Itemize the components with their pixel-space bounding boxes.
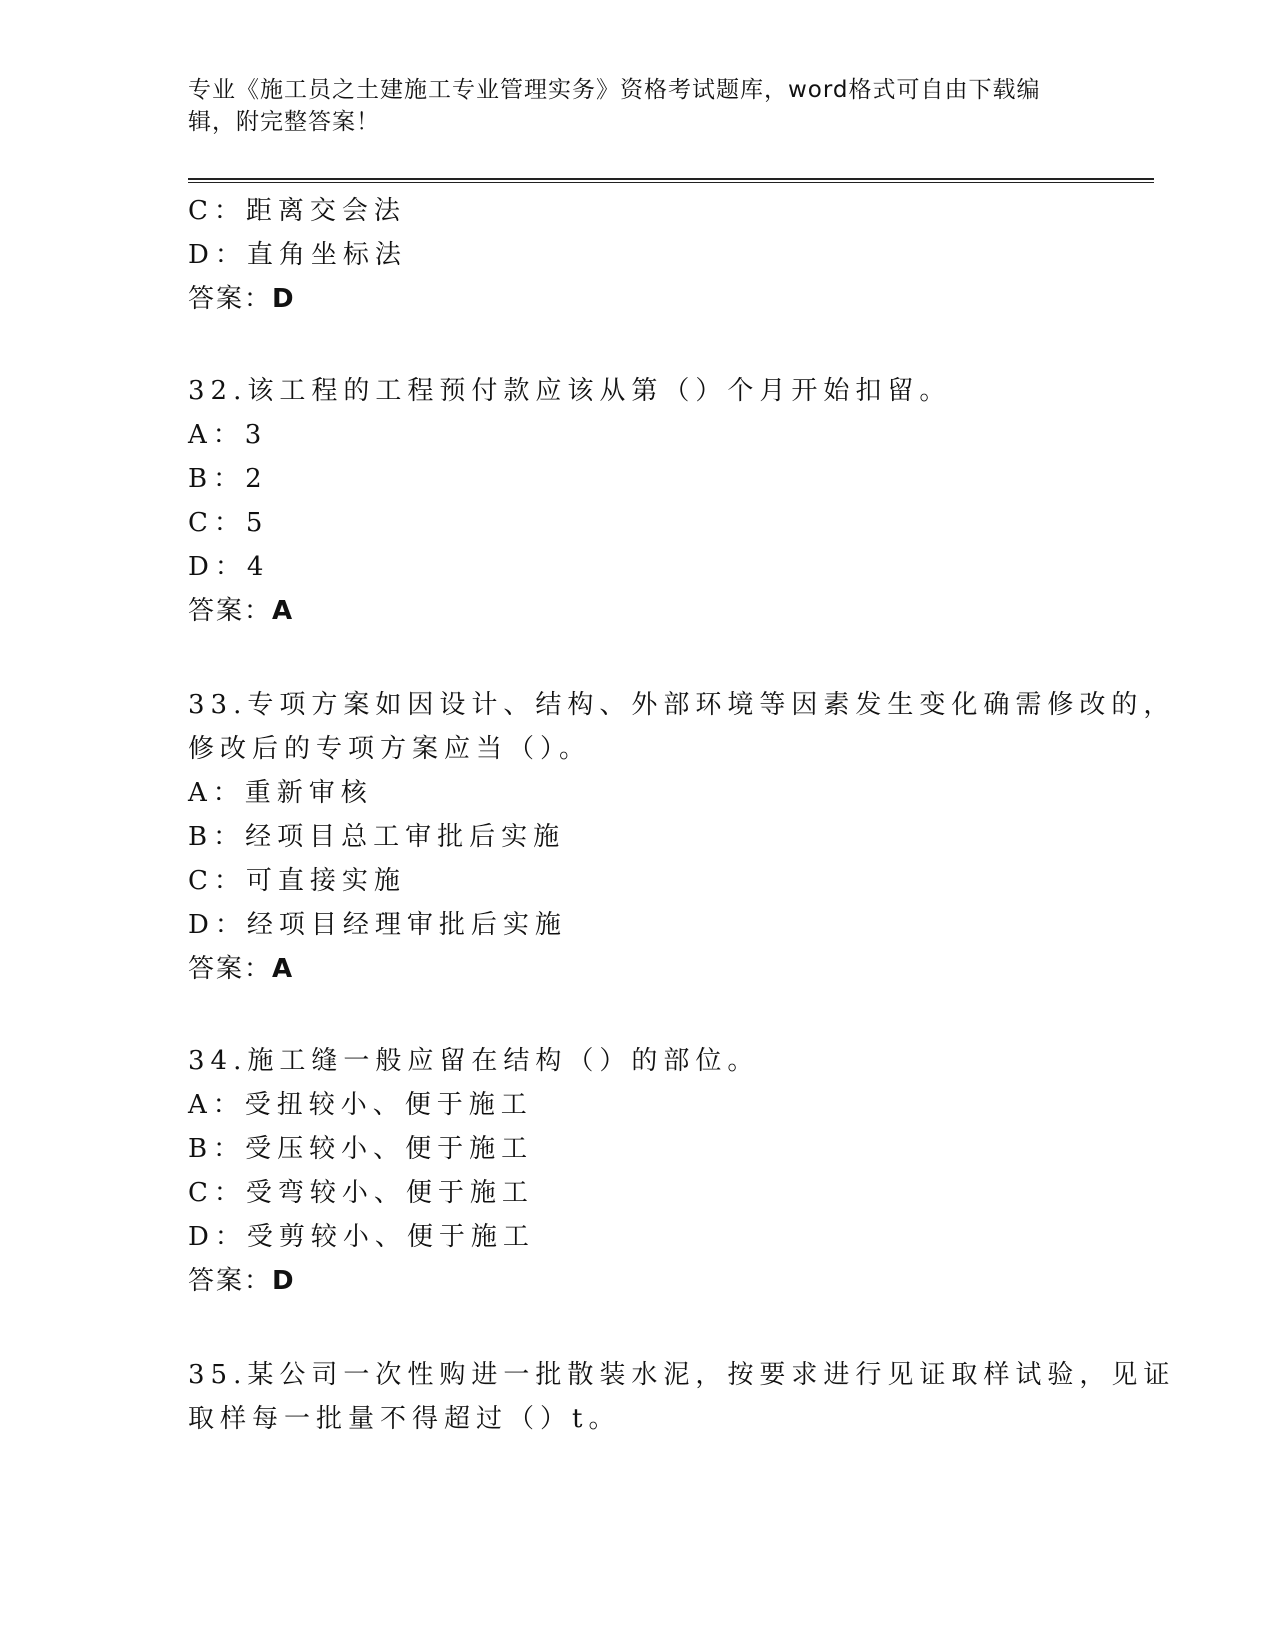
q34-option-b: B：受压较小、便于施工 bbox=[188, 1134, 534, 1164]
q33-option-a: A：重新审核 bbox=[188, 778, 373, 808]
q32-answer bbox=[188, 594, 294, 628]
q35-stem-line1: 35.某公司一次性购进一批散装水泥，按要求进行见证取样试验，见证 bbox=[188, 1360, 1176, 1390]
q34-option-a: A：受扭较小、便于施工 bbox=[188, 1090, 533, 1120]
q31-answer bbox=[188, 282, 296, 316]
q31-option-d: D：直角坐标法 bbox=[188, 240, 407, 270]
answer-label: 答案： bbox=[188, 954, 273, 984]
q34-option-d: D：受剪较小、便于施工 bbox=[188, 1222, 535, 1252]
answer-label: 答案： bbox=[188, 284, 273, 314]
q32-option-b: B：2 bbox=[188, 464, 268, 494]
q32-stem: 32.该工程的工程预付款应该从第（）个月开始扣留。 bbox=[188, 376, 952, 406]
page-header bbox=[188, 74, 1078, 138]
header-divider bbox=[188, 178, 1154, 183]
q32-option-c: C：5 bbox=[188, 508, 269, 538]
q35-stem-line2: 取样每一批量不得超过（）t。 bbox=[188, 1404, 621, 1434]
q33-option-c: C：可直接实施 bbox=[188, 866, 406, 896]
q33-answer bbox=[188, 952, 294, 986]
q34-stem: 34.施工缝一般应留在结构（）的部位。 bbox=[188, 1046, 760, 1076]
answer-value: D bbox=[272, 1266, 296, 1296]
q31-option-c: C：距离交会法 bbox=[188, 196, 406, 226]
answer-label: 答案： bbox=[188, 596, 273, 626]
q33-option-b: B：经项目总工审批后实施 bbox=[188, 822, 566, 852]
header-title-line2: 辑，附完整答案！ bbox=[188, 109, 380, 135]
q33-stem-line1: 33.专项方案如因设计、结构、外部环境等因素发生变化确需修改的， bbox=[188, 690, 1176, 720]
q33-option-d: D：经项目经理审批后实施 bbox=[188, 910, 567, 940]
answer-value: A bbox=[272, 954, 295, 984]
answer-value: D bbox=[272, 284, 296, 314]
q34-option-c: C：受弯较小、便于施工 bbox=[188, 1178, 534, 1208]
q32-option-d: D：4 bbox=[188, 552, 270, 582]
answer-value: A bbox=[272, 596, 295, 626]
q32-option-a: A：3 bbox=[188, 420, 268, 450]
answer-label: 答案： bbox=[188, 1266, 273, 1296]
q33-stem-line2: 修改后的专项方案应当（）。 bbox=[188, 734, 592, 764]
q34-answer bbox=[188, 1264, 296, 1298]
header-title-line1: 专业《施工员之土建施工专业管理实务》资格考试题库，word格式可自由下载编 bbox=[188, 77, 1041, 103]
